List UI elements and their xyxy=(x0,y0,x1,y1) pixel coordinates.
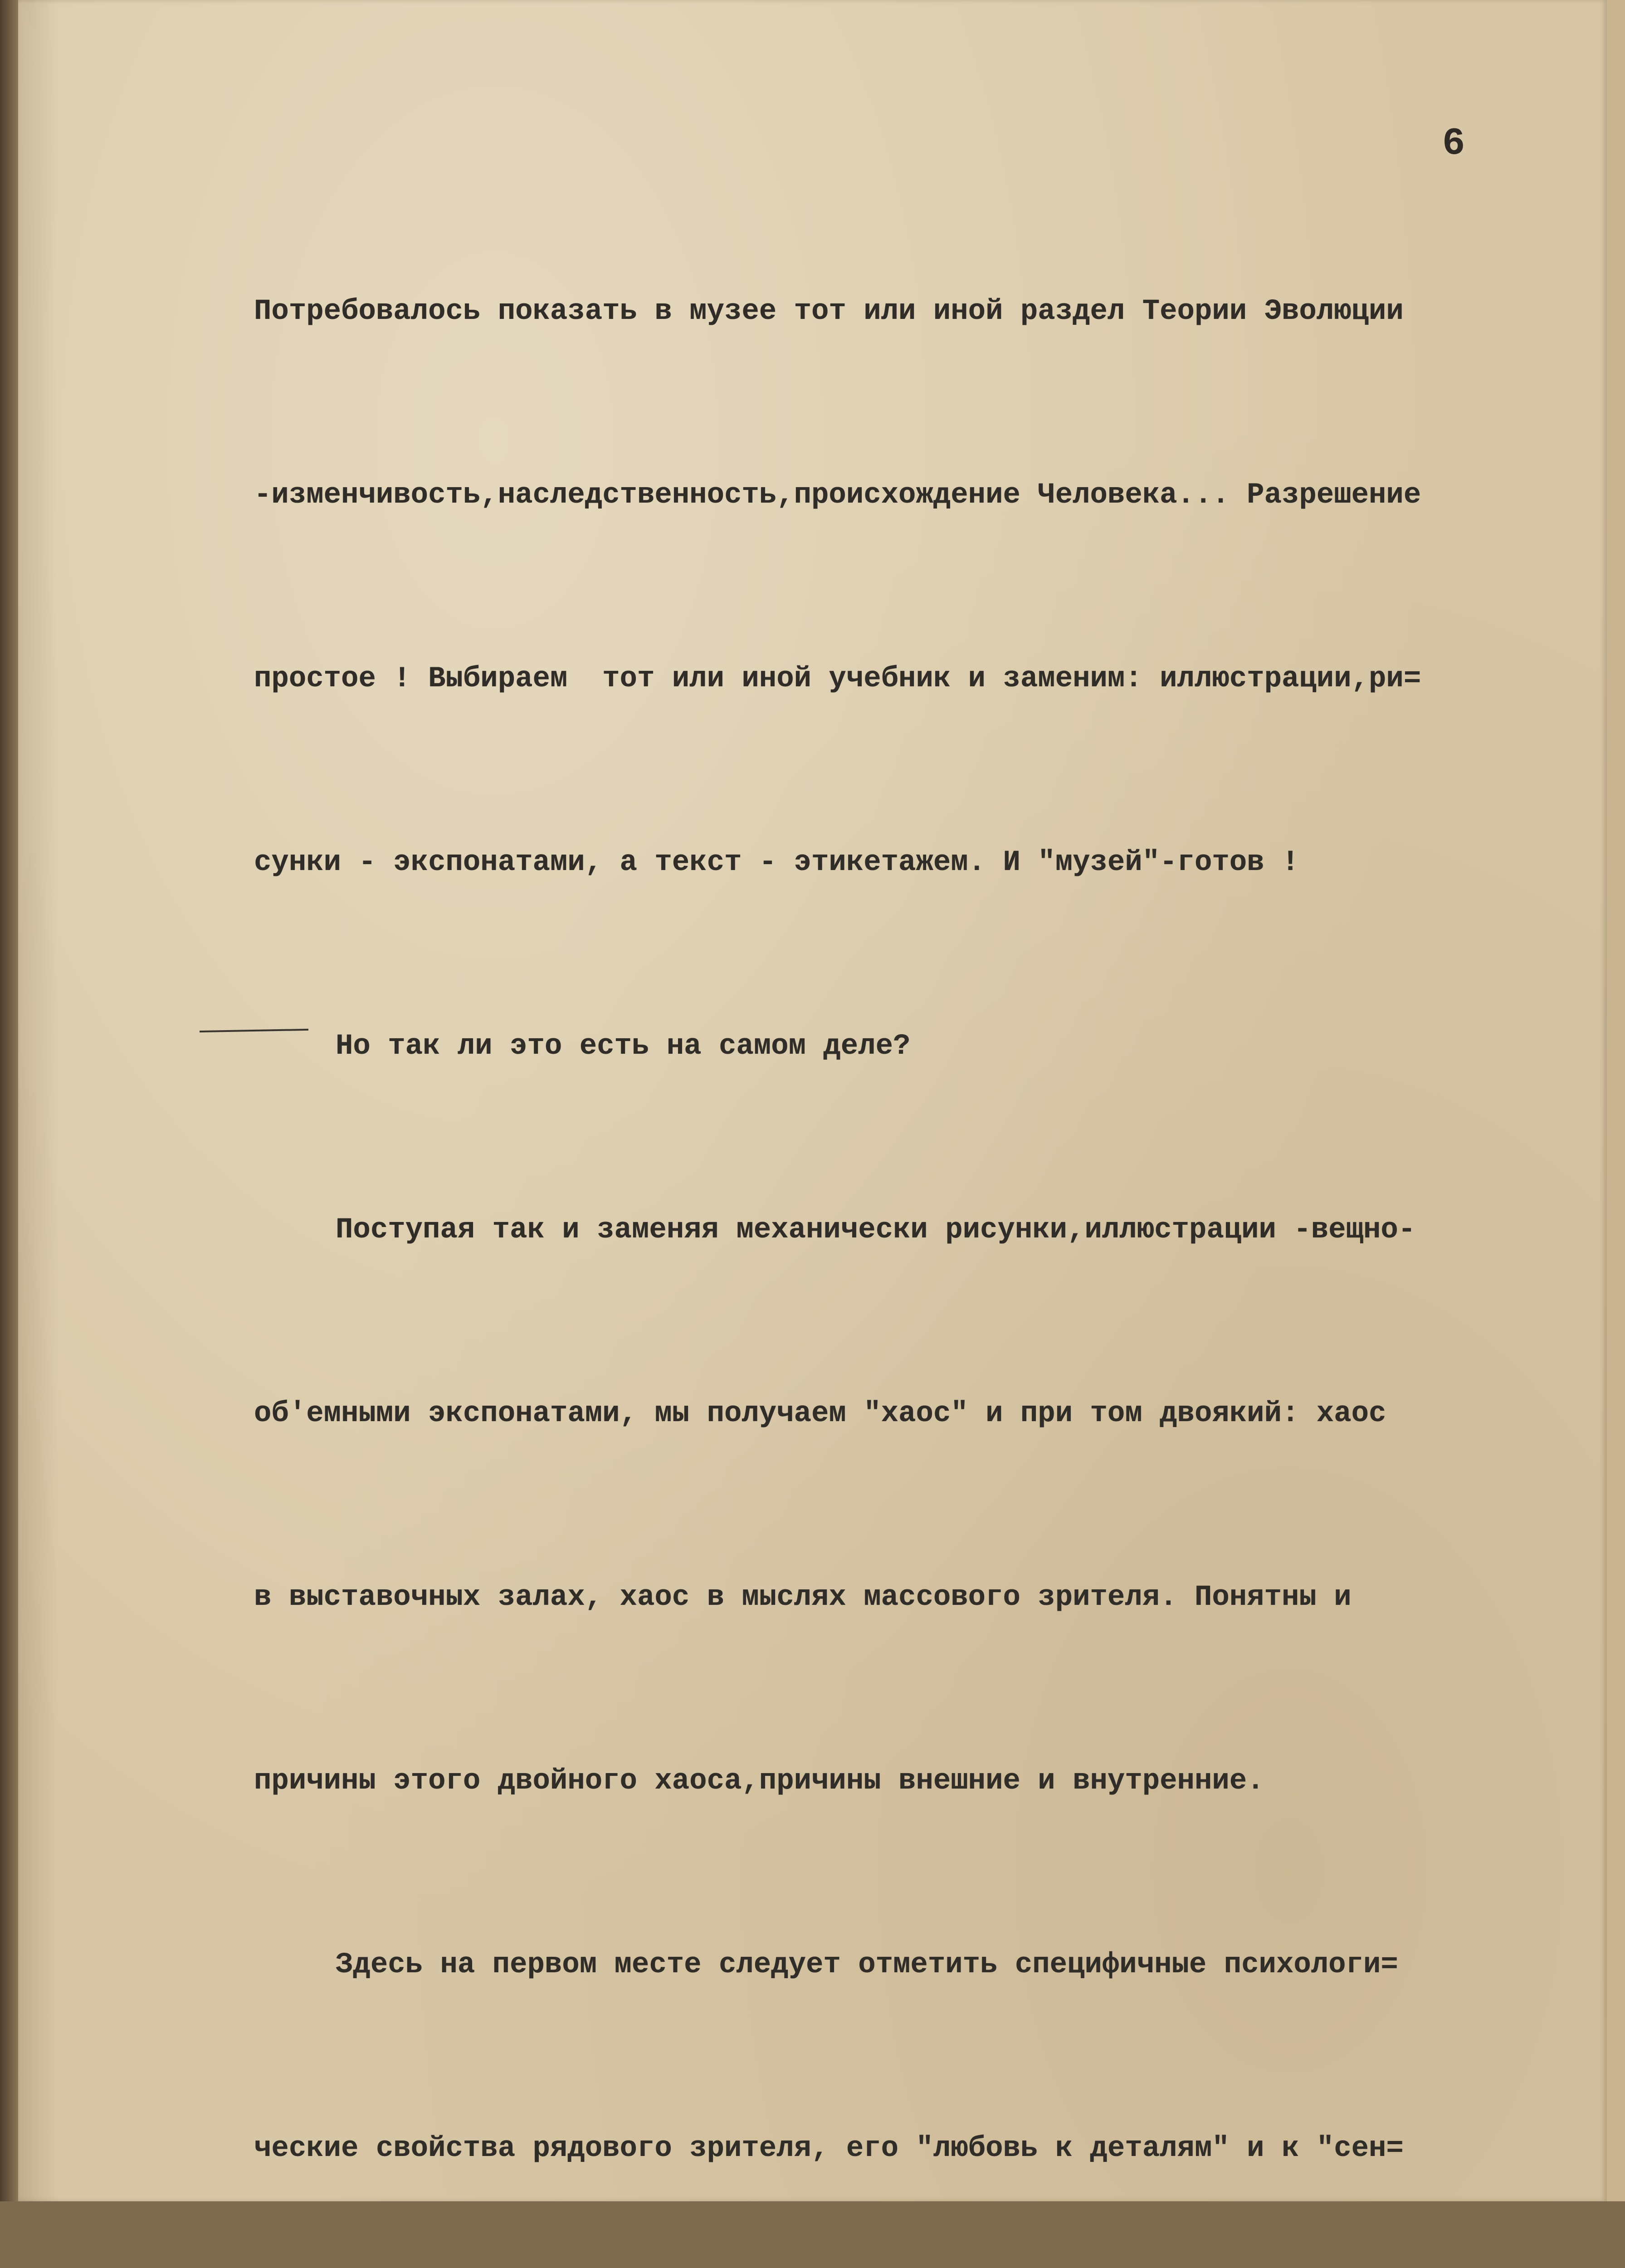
text-line: -изменчивость,наследственность,происхождение Человека... Разрешение xyxy=(254,479,1421,512)
text-line: об'емными экспонатами, мы получаем "хаос" и при том двоякий: хаос xyxy=(254,1398,1386,1430)
text-line: ческие свойства рядового зрителя, его "любовь к деталям" и к "сен= xyxy=(254,2132,1404,2165)
text-line: простое ! Выбираем тот или иной учебник и заменим: иллюстрации,ри= xyxy=(254,663,1421,695)
text-line: в выставочных залах, хаос в мыслях массового зрителя. Понятны и xyxy=(254,1581,1352,1614)
text-line: сунки - экспонатами, а текст - этикетажем. И "музей"-готов ! xyxy=(254,846,1299,879)
body-text xyxy=(254,159,1605,2268)
text-line: причины этого двойного хаоса,причины внешние и внутренние. xyxy=(254,1765,1264,1798)
text-line: Поступая так и заменяя механически рисунки,иллюстрации -вещно- xyxy=(336,1214,1416,1246)
text-line: Потребовалось показать в музее тот или иной раздел Теории Эволюции xyxy=(254,295,1404,328)
page-number: 6 xyxy=(1442,122,1465,166)
binding-edge xyxy=(0,0,18,2201)
text-line: Но так ли это есть на самом деле? xyxy=(336,1030,911,1063)
text-line: Здесь на первом месте следует отметить специфичные психологи= xyxy=(336,1949,1398,1981)
